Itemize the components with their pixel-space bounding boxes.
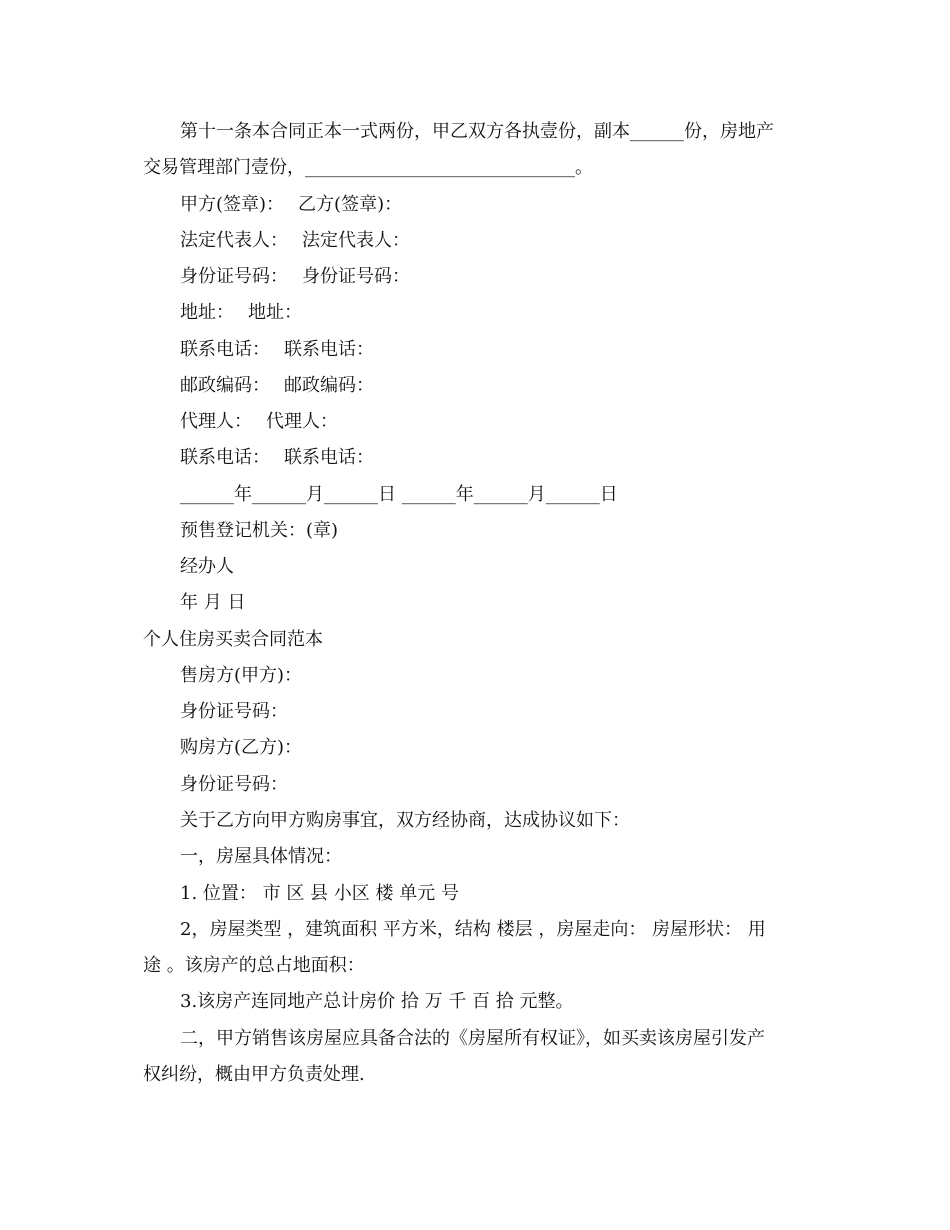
- party-b-agent-label: 代理人：: [266, 411, 338, 432]
- party-a-id-label: 身份证号码：: [180, 266, 288, 287]
- party-a-address-label: 地址：: [180, 302, 234, 323]
- party-b-id-label: 身份证号码：: [302, 266, 410, 287]
- signature-row-agent: [180, 410, 338, 434]
- buyer-label: 购房方(乙方)：: [180, 737, 303, 758]
- clause-11-line-2: 交易管理部门壹份，______________________________。: [143, 157, 593, 178]
- agreement-intro: 关于乙方向甲方购房事宜，双方经协商，达成协议如下：: [180, 810, 630, 831]
- party-b-agent-phone-label: 联系电话：: [284, 447, 374, 468]
- party-a-agent-phone-label: 联系电话：: [180, 447, 270, 468]
- signature-row-address: [180, 301, 302, 325]
- party-a-phone-label: 联系电话：: [180, 339, 270, 360]
- article-2-line-2: 权纠纷，概由甲方负责处理.: [143, 1064, 365, 1085]
- party-b-seal-label: 乙方(签章)：: [298, 194, 403, 215]
- signature-row-postcode: [180, 374, 374, 398]
- party-b-legal-rep-label: 法定代表人：: [302, 230, 410, 251]
- party-b-address-label: 地址：: [248, 302, 302, 323]
- party-b-postcode-label: 邮政编码：: [284, 375, 374, 396]
- party-a-legal-rep-label: 法定代表人：: [180, 230, 288, 251]
- buyer-id-label: 身份证号码：: [180, 774, 288, 795]
- registration-handler: 经办人: [180, 556, 234, 577]
- section-title: 个人住房买卖合同范本: [143, 629, 323, 650]
- signing-date-line: ______年______月______日 ______年______月______日: [180, 484, 618, 505]
- signature-row-legal-rep: [180, 229, 410, 253]
- article-1-type-line-1: 2，房屋类型 ，建筑面积 平方米，结构 楼层 ，房屋走向： 房屋形状： 用: [180, 919, 766, 940]
- article-2-line-1: 二，甲方销售该房屋应具备合法的《房屋所有权证》，如买卖该房屋引发产: [180, 1028, 765, 1049]
- article-1-location: 1. 位置： 市 区 县 小区 楼 单元 号: [180, 883, 459, 904]
- signature-row-seal: [180, 193, 402, 217]
- clause-11-line-1: 第十一条本合同正本一式两份，甲乙双方各执壹份，副本______份，房地产: [180, 121, 774, 142]
- party-a-agent-label: 代理人：: [180, 411, 252, 432]
- seller-id-label: 身份证号码：: [180, 701, 288, 722]
- registration-date: 年 月 日: [180, 592, 246, 613]
- article-1-price: 3.该房产连同地产总计房价 拾 万 千 百 拾 元整。: [180, 991, 574, 1012]
- article-1-type-line-2: 途 。该房产的总占地面积：: [143, 955, 365, 976]
- signature-row-id-number: [180, 265, 410, 289]
- party-b-phone-label: 联系电话：: [284, 339, 374, 360]
- party-a-postcode-label: 邮政编码：: [180, 375, 270, 396]
- seller-label: 售房方(甲方)：: [180, 665, 303, 686]
- signature-row-agent-phone: [180, 446, 374, 470]
- signature-row-phone: [180, 338, 374, 362]
- registration-authority: 预售登记机关：(章): [180, 520, 339, 541]
- party-a-seal-label: 甲方(签章)：: [180, 194, 285, 215]
- article-1-heading: 一，房屋具体情况：: [180, 846, 342, 867]
